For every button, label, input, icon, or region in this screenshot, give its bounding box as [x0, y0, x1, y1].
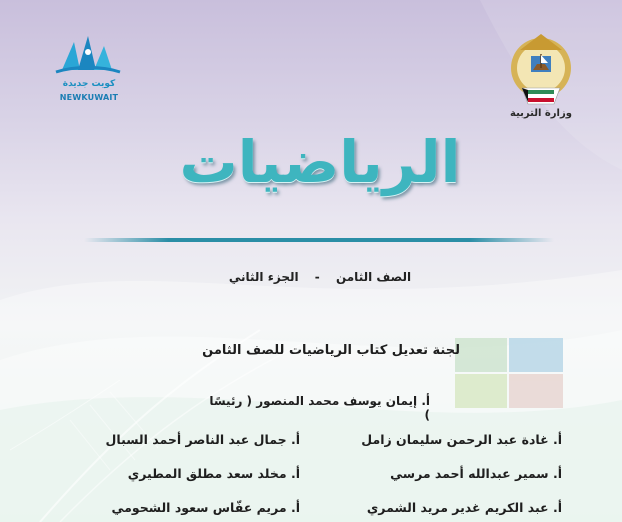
title-underline: [84, 238, 554, 242]
decorative-squares: [455, 338, 563, 408]
kuwait-emblem: [508, 30, 574, 110]
member-item: أ. مريم عفّاس سعود الشحومي: [111, 500, 300, 515]
member-item: أ. جمال عبد الناصر أحمد السبال: [105, 432, 300, 447]
grade-separator: -: [314, 270, 320, 284]
committee-heading: لجنة تعديل كتاب الرياضيات للصف الثامن: [202, 343, 460, 358]
part-label: الجزء الثاني: [228, 270, 299, 284]
book-title: الرياضيات: [179, 128, 461, 196]
member-item: أ. سمير عبدالله أحمد مرسي: [390, 466, 562, 481]
committee-head: أ. إيمان يوسف محمد المنصور ( رئيسًا ): [209, 394, 430, 422]
logo-text-english: NEWKUWAIT: [59, 93, 119, 102]
member-item: أ. غادة عبد الرحمن سليمان زامل: [361, 432, 562, 447]
logo-text-arabic: كويت جديدة: [62, 79, 116, 89]
member-item: أ. مخلد سعد مطلق المطيري: [127, 466, 300, 481]
ministry-label: وزارة التربية: [510, 108, 572, 119]
new-kuwait-logo: [48, 30, 128, 78]
grade-label: الصف الثامن: [335, 270, 412, 284]
grade-part-line: [190, 270, 450, 284]
member-item: أ. عبد الكريم غدير مريد الشمري: [366, 500, 562, 515]
